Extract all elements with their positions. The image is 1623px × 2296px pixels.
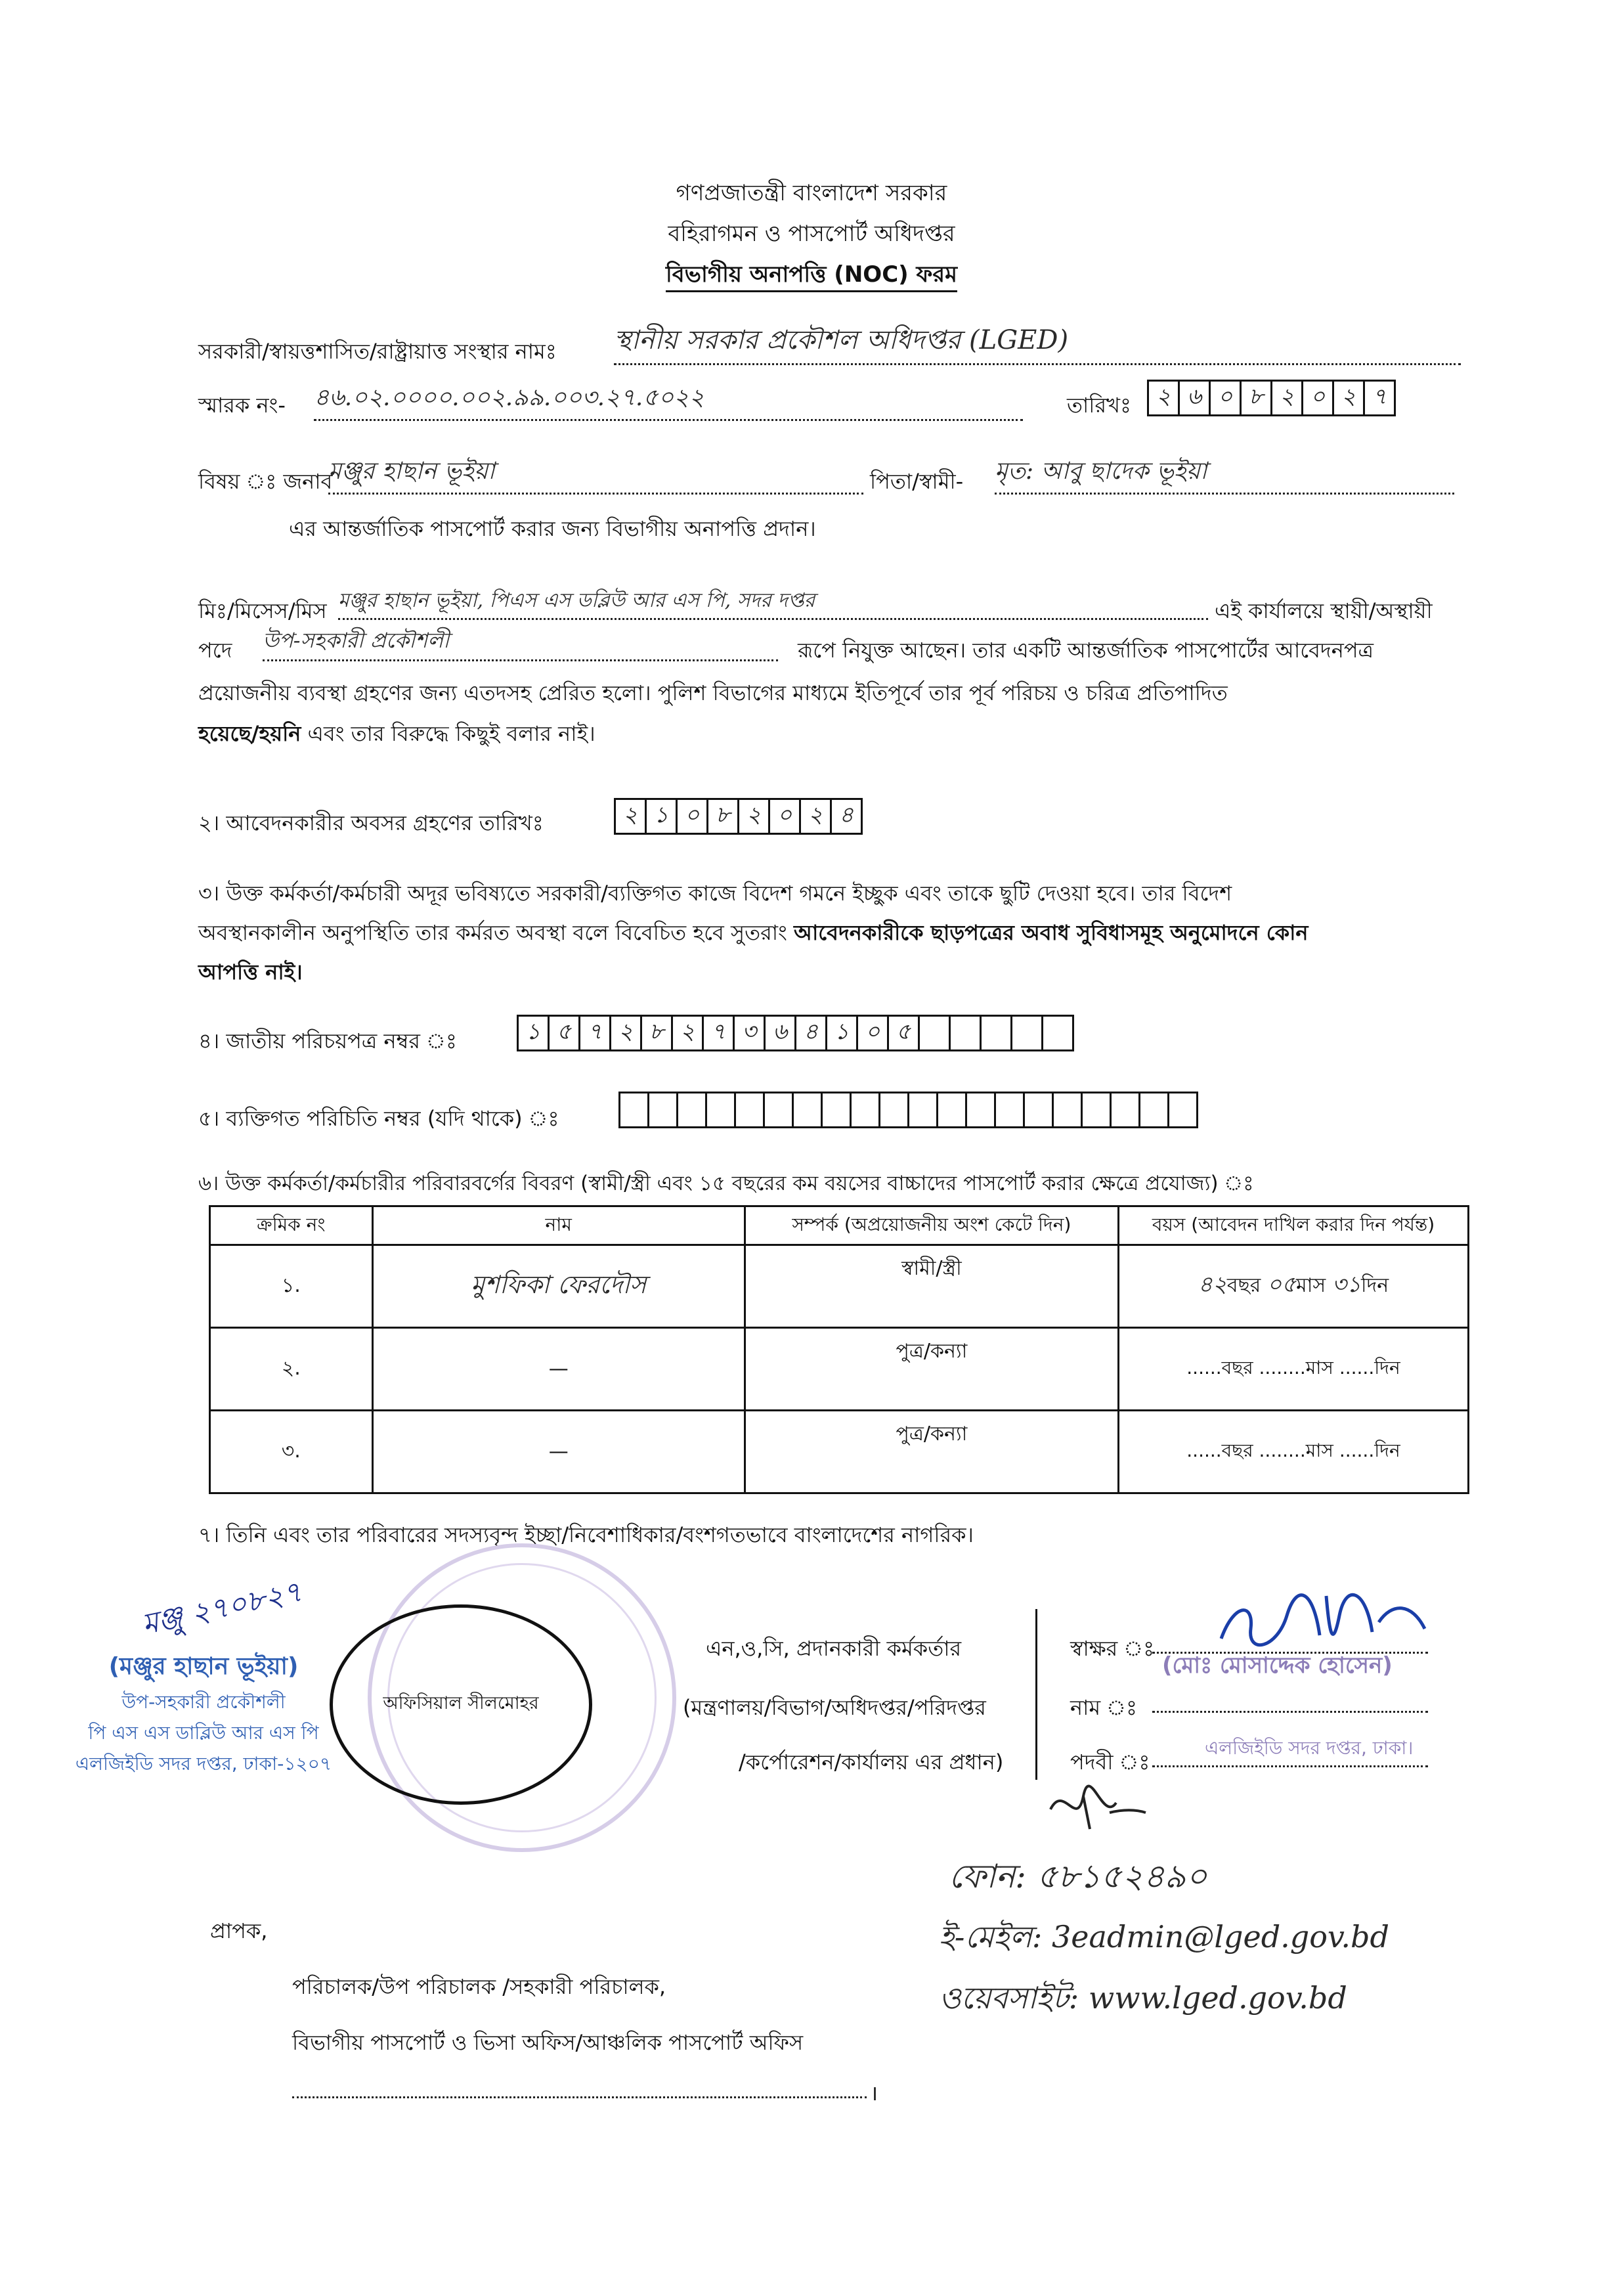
age-months: ০৫ (1266, 1271, 1297, 1298)
personal-id-cell (850, 1092, 880, 1128)
designation-line (1152, 1765, 1428, 1767)
subject-line-2: এর আন্তর্জাতিক পাসপোর্ট করার জন্য বিভাগীয় অনাপত্তি প্রদান। (289, 516, 816, 541)
org-value: স্থানীয় সরকার প্রকৌশল অধিদপ্তর (LGED) (614, 319, 1461, 365)
personal-id-cell (821, 1092, 852, 1128)
header-line-2: বহিরাগমন ও পাসপোর্ট অধিদপ্তর (668, 221, 955, 247)
post-suffix: রূপে নিযুক্ত আছেন। তার একটি আন্তর্জাতিক পাসপোর্টের আবেদনপত্র (798, 638, 1374, 663)
form-title (0, 257, 1623, 295)
item3-line-1: ৩। উক্ত কর্মকর্তা/কর্মচারী অদূর ভবিষ্যতে সরকারী/ব্যক্তিগত কাজে বিদেশ গমনে ইচ্ছুক এবং তাকে ছুটি দেওয়া হবে। তার বিদেশ (198, 881, 1232, 906)
row-serial: ১. (210, 1245, 373, 1328)
nid-digit: ৩ (733, 1015, 766, 1051)
contact-phone: ফোন: ৫৮১৫২৪৯০ (949, 1857, 1207, 1895)
nid-label: ৪। জাতীয় পরিচয়পত্র নম্বর ঃ (198, 1028, 457, 1053)
personal-id-cell (705, 1092, 736, 1128)
item3-line-2 (198, 916, 1308, 952)
personal-id-cell (907, 1092, 938, 1128)
retirement-digit: ২ (737, 798, 770, 835)
nid-digit (1041, 1015, 1074, 1051)
retirement-date-boxes (616, 798, 863, 835)
nid-digit: ৬ (764, 1015, 796, 1051)
nid-digit: ১ (517, 1015, 550, 1051)
col-relation: সম্পর্ক (অপ্রয়োজনীয় অংশ কেটে দিন) (745, 1206, 1118, 1245)
nid-digit: ৫ (548, 1015, 580, 1051)
memo-label: স্মারক নং- (198, 393, 286, 418)
nid-digit: ৫ (887, 1015, 920, 1051)
recipient-title: প্রাপক, (210, 1918, 268, 1943)
col-name: নাম (372, 1206, 745, 1245)
para1-line-4 (198, 717, 595, 753)
age-months: ........ (1259, 1357, 1306, 1379)
row-age (1118, 1328, 1468, 1411)
nid-digit (980, 1015, 1012, 1051)
date-digit: ০ (1209, 380, 1242, 416)
recipient-line-3-end: । (870, 2081, 878, 2106)
memo-number: ৪৬.০২.০০০০.০০২.৯৯.০০৩.২৭.৫০২২ (314, 380, 1023, 421)
retirement-digit: ৪ (830, 798, 863, 835)
personal-id-cell (618, 1092, 649, 1128)
nid-digit: ৮ (640, 1015, 673, 1051)
form-title-text: বিভাগীয় অনাপত্তি (NOC) ফরম (666, 261, 957, 292)
table-row (210, 1245, 1469, 1328)
family-table (209, 1205, 1469, 1494)
personal-id-cell (1023, 1092, 1054, 1128)
row-relation: স্বামী/স্ত্রী (745, 1245, 1118, 1328)
issuer-line-3: /কর্পোরেশন/কার্যালয় এর প্রধান) (739, 1750, 1004, 1775)
date-digit: ৭ (1363, 380, 1396, 416)
item3-line-3: আপত্তি নাই। (198, 960, 303, 984)
official-seal-circle (330, 1604, 592, 1805)
org-label: সরকারী/স্বায়ত্তশাসিত/রাষ্ট্রায়াত্ত সংস্থার নামঃ (198, 339, 557, 364)
personal-id-boxes (620, 1092, 1198, 1128)
name-label: নাম ঃ (1070, 1695, 1138, 1720)
row-relation: পুত্র/কন্যা (745, 1328, 1118, 1411)
father-label: পিতা/স্বামী- (870, 469, 964, 494)
personal-id-cell (1081, 1092, 1112, 1128)
nid-digit: ৪ (794, 1015, 827, 1051)
age-month-unit: মাস (1305, 1440, 1333, 1461)
nid-digit: ০ (856, 1015, 889, 1051)
contact-email: ই-মেইল: 3eadmin@lged.gov.bd (939, 1919, 1389, 1954)
personal-id-cell (1138, 1092, 1169, 1128)
para1-suffix: এই কার্যালয়ে স্থায়ী/অস্থায়ী (1215, 598, 1433, 623)
row-serial: ৩. (210, 1411, 373, 1493)
issuer-stamp-office: এলজিইডি সদর দপ্তর, ঢাকা। (1205, 1737, 1414, 1759)
age-year-unit: বছর (1221, 1357, 1253, 1379)
date-digit: ২ (1147, 380, 1180, 416)
applicant-stamp-office: পি এস এস ডাব্লিউ আর এস পি (88, 1722, 319, 1744)
retirement-digit: ২ (799, 798, 832, 835)
memo-date-boxes (1149, 380, 1396, 416)
subject-label: বিষয় ঃ জনাব (198, 469, 333, 494)
personal-id-cell (878, 1092, 909, 1128)
nid-boxes (519, 1015, 1074, 1051)
nid-digit (918, 1015, 951, 1051)
retirement-label: ২। আবেদনকারীর অবসর গ্রহণের তারিখঃ (198, 810, 544, 835)
age-years: ৪২ (1198, 1271, 1227, 1298)
col-age: বয়স (আবেদন দাখিল করার দিন পর্যন্ত) (1118, 1206, 1468, 1245)
personal-id-cell (936, 1092, 967, 1128)
retirement-digit: ৮ (706, 798, 739, 835)
nid-digit (949, 1015, 982, 1051)
personal-id-cell (676, 1092, 707, 1128)
para1-prefix: মিঃ/মিসেস/মিস (198, 598, 327, 623)
retirement-digit: ২ (614, 798, 647, 835)
row-name: মুশফিকা ফেরদৌস (372, 1245, 745, 1328)
post-value: উপ-সহকারী প্রকৌশলী (263, 624, 778, 661)
post-label: পদে (198, 638, 232, 663)
personal-id-label: ৫। ব্যক্তিগত পরিচিতি নম্বর (যদি থাকে) ঃ (198, 1106, 559, 1131)
row-name: — (372, 1328, 745, 1411)
personal-id-cell (1167, 1092, 1198, 1128)
issuer-divider (1035, 1609, 1037, 1780)
recipient-line-3 (292, 2096, 867, 2098)
memo-date-label: তারিখঃ (1067, 393, 1132, 418)
age-years: ...... (1186, 1357, 1222, 1379)
recipient-line-1: পরিচালক/উপ পরিচালক /সহকারী পরিচালক, (292, 1974, 666, 1999)
designation-label: পদবী ঃ (1070, 1750, 1150, 1775)
recipient-line-2: বিভাগীয় পাসপোর্ট ও ভিসা অফিস/আঞ্চলিক পাসপোর্ট অফিস (292, 2030, 804, 2055)
age-years: ...... (1186, 1440, 1222, 1461)
row-age (1118, 1245, 1468, 1328)
retirement-digit: ০ (768, 798, 801, 835)
row-relation: পুত্র/কন্যা (745, 1411, 1118, 1493)
family-label: ৬। উক্ত কর্মকর্তা/কর্মচারীর পরিবারবর্গের বিবরণ (স্বামী/স্ত্রী এবং ১৫ বছরের কম বয়সের বাচ্চাদের পাসপোর্ট করার ক্ষেত্রে প্রযোজ্য) ঃ (198, 1172, 1254, 1195)
date-digit: ০ (1301, 380, 1334, 416)
nid-digit (1010, 1015, 1043, 1051)
para1-line-4-bold: হয়েছে/হয়নি (198, 721, 301, 746)
age-month-unit: মাস (1296, 1274, 1326, 1297)
subject-name: মঞ্জুর হাছান ভূইয়া (328, 453, 863, 495)
table-row (210, 1411, 1469, 1493)
citizenship-text: ৭। তিনি এবং তার পরিবারের সদস্যবৃন্দ ইচ্ছা/নিবেশাধিকার/বংশগতভাবে বাংলাদেশের নাগরিক। (198, 1522, 974, 1547)
header-line-1: গণপ্রজাতন্ত্রী বাংলাদেশ সরকার (676, 180, 947, 206)
personal-id-cell (1110, 1092, 1140, 1128)
personal-id-cell (1052, 1092, 1083, 1128)
father-name: মৃত: আবু ছাদেক ভূইয়া (995, 453, 1454, 495)
date-digit: ২ (1270, 380, 1303, 416)
para1-line-3: প্রয়োজনীয় ব্যবস্থা গ্রহণের জন্য এতদসহ প্রেরিত হলো। পুলিশ বিভাগের মাধ্যমে ইতিপূর্বে তার পূর্ব পরিচয় ও চরিত্র প্রতিপাদিত (198, 680, 1228, 705)
initial-mark (1044, 1777, 1149, 1836)
age-days: ...... (1339, 1357, 1375, 1379)
personal-id-cell (965, 1092, 996, 1128)
sign-label: স্বাক্ষর ঃ (1070, 1636, 1155, 1661)
col-serial: ক্রমিক নং (210, 1206, 373, 1245)
personal-id-cell (763, 1092, 794, 1128)
age-year-unit: বছর (1226, 1274, 1261, 1297)
applicant-stamp-designation: উপ-সহকারী প্রকৌশলী (121, 1691, 286, 1713)
row-age (1118, 1411, 1468, 1493)
official-seal-label: অফিসিয়াল সীলমোহর (383, 1693, 539, 1713)
personal-id-cell (792, 1092, 823, 1128)
nid-digit: ৭ (578, 1015, 611, 1051)
date-digit: ২ (1332, 380, 1365, 416)
personal-id-cell (734, 1092, 765, 1128)
issuer-line-2: (মন্ত্রণালয়/বিভাগ/অধিদপ্তর/পরিদপ্তর (683, 1695, 986, 1720)
personal-id-cell (647, 1092, 678, 1128)
nid-digit: ৭ (702, 1015, 735, 1051)
applicant-stamp-address: এলজিইডি সদর দপ্তর, ঢাকা-১২০৭ (75, 1753, 332, 1775)
row-name: — (372, 1411, 745, 1493)
nid-digit: ২ (609, 1015, 642, 1051)
nid-digit: ২ (671, 1015, 704, 1051)
family-table-header (210, 1206, 1469, 1245)
applicant-stamp-name: (মঞ্জুর হাছান ভূইয়া) (108, 1653, 299, 1680)
age-year-unit: বছর (1221, 1440, 1253, 1461)
date-digit: ৮ (1240, 380, 1272, 416)
item3-line-2-plain: অবস্থানকালীন অনুপস্থিতি তার কর্মরত অবস্থা বলে বিবেচিত হবে সুতরাং (198, 920, 787, 945)
applicant-stamp (39, 1648, 368, 1780)
contact-website: ওয়েবসাইট: www.lged.gov.bd (939, 1980, 1347, 2016)
applicant-signature: মঞ্জু ২৭০৮২৭ (139, 1574, 305, 1642)
age-day-unit: দিন (1360, 1274, 1389, 1297)
personal-id-cell (994, 1092, 1025, 1128)
date-digit: ৬ (1178, 380, 1211, 416)
table-row (210, 1328, 1469, 1411)
age-days: ...... (1339, 1440, 1375, 1461)
nid-digit: ১ (825, 1015, 858, 1051)
para1-line-4-rest: এবং তার বিরুদ্ধে কিছুই বলার নাই। (307, 721, 595, 746)
issuer-stamp-name: (মোঃ মোসাদ্দেক হোসেন) (1162, 1652, 1393, 1679)
age-month-unit: মাস (1305, 1357, 1333, 1379)
row-serial: ২. (210, 1328, 373, 1411)
para1-filled: মঞ্জুর হাছান ভূইয়া, পিএস এস ডব্লিউ আর এস পি, সদর দপ্তর (338, 585, 1208, 620)
retirement-digit: ০ (676, 798, 708, 835)
issuer-line-1: এন,ও,সি, প্রদানকারী কর্মকর্তার (706, 1636, 962, 1661)
retirement-digit: ১ (645, 798, 678, 835)
item3-line-2-bold: আবেদনকারীকে ছাড়পত্রের অবাধ সুবিধাসমূহ অনুমোদনে কোন (793, 920, 1309, 945)
name-line (1152, 1711, 1428, 1713)
age-day-unit: দিন (1374, 1357, 1400, 1379)
age-days: ৩১ (1331, 1271, 1361, 1298)
age-day-unit: দিন (1374, 1440, 1400, 1461)
age-months: ........ (1259, 1440, 1306, 1461)
